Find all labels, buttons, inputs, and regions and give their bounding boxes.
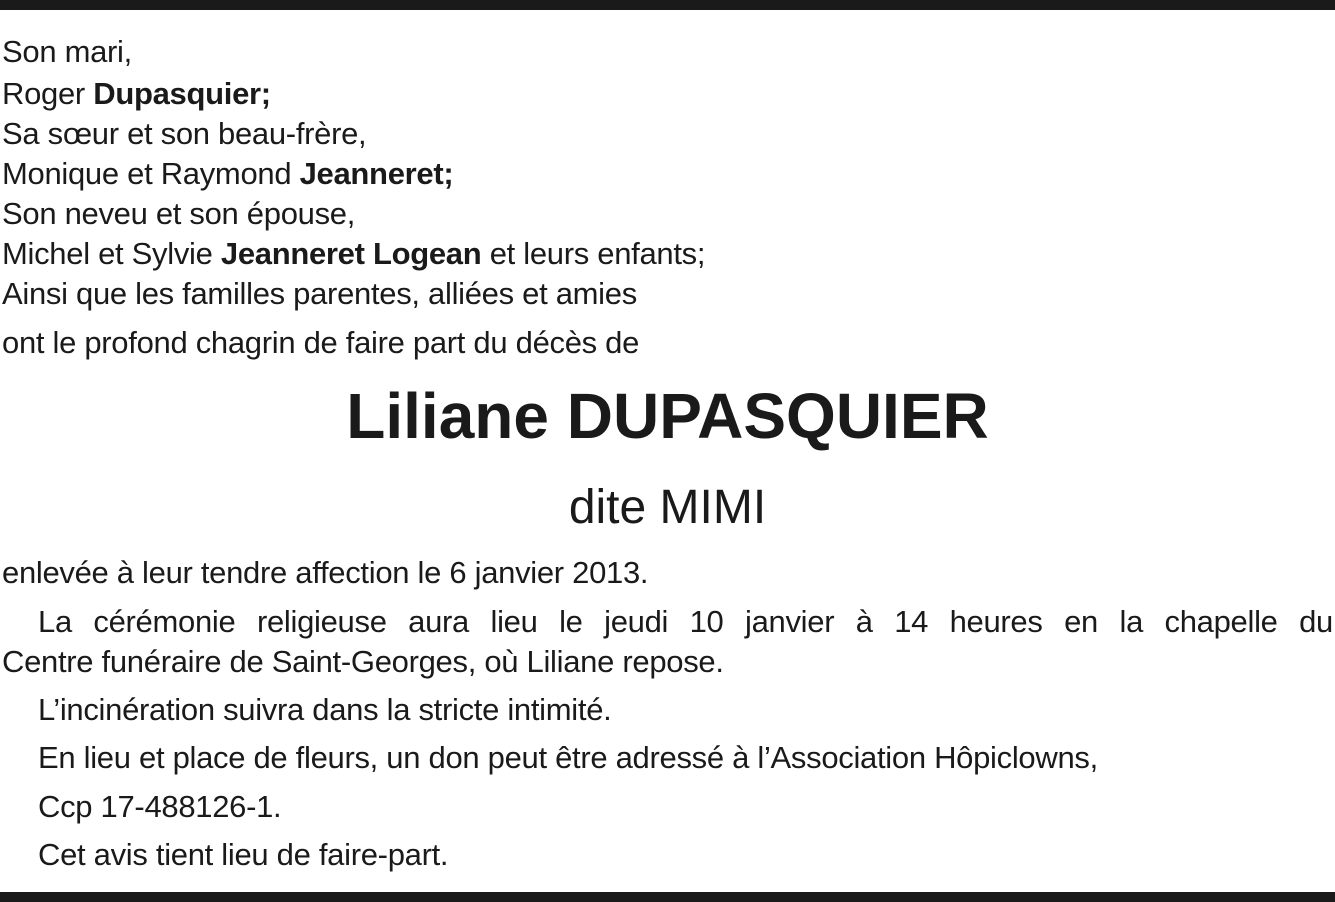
family-line-4 [2, 154, 453, 194]
family-line-7-text: Ainsi que les familles parentes, alliées et amies [2, 276, 637, 311]
family-line-4-surname: Jeanneret; [299, 156, 454, 191]
cremation-text: L’incinération suivra dans la stricte intimité. [38, 692, 612, 727]
family-line-3 [2, 114, 366, 154]
bottom-rule [0, 892, 1335, 902]
deceased-name: Liliane DUPASQUIER [346, 380, 989, 452]
family-line-1 [2, 32, 132, 72]
family-line-1-text: Son mari, [2, 34, 132, 69]
announcement-text: ont le profond chagrin de faire part du décès de [2, 325, 640, 360]
family-line-4-text: Monique et Raymond [2, 156, 300, 191]
ceremony-line-1-text: La cérémonie religieuse aura lieu le jeudi 10 janvier à 14 heures en la chapelle du [38, 604, 1333, 639]
notice-line [38, 835, 448, 875]
notice-text: Cet avis tient lieu de faire-part. [38, 837, 449, 872]
ccp-line [38, 787, 281, 827]
family-line-6-text: Michel et Sylvie [2, 236, 221, 271]
ceremony-line-2-text: Centre funéraire de Saint-Georges, où Liliane repose. [2, 644, 724, 679]
ceremony-line-2 [2, 642, 724, 682]
family-line-2 [2, 74, 271, 114]
family-line-3-text: Sa sœur et son beau-frère, [2, 116, 367, 151]
cremation-line [38, 690, 611, 730]
announcement-line [2, 323, 639, 363]
family-line-5-text: Son neveu et son épouse, [2, 196, 356, 231]
donation-line [38, 738, 1098, 778]
ccp-text: Ccp 17-488126-1. [38, 789, 282, 824]
deceased-nickname: dite MIMI [568, 481, 767, 534]
date-line-text: enlevée à leur tendre affection le 6 janvier 2013. [2, 555, 649, 590]
donation-text: En lieu et place de fleurs, un don peut être adressé à l’Association Hôpiclowns, [38, 740, 1098, 775]
date-line [2, 553, 648, 593]
family-line-2-text: Roger [2, 76, 94, 111]
family-line-2-surname: Dupasquier; [93, 76, 271, 111]
family-line-6-suffix: et leurs enfants; [481, 236, 706, 271]
family-line-6-surname: Jeanneret Logean [220, 236, 482, 271]
family-line-7 [2, 274, 637, 314]
ceremony-line-1 [38, 602, 1333, 642]
top-rule [0, 0, 1335, 10]
family-line-5 [2, 194, 355, 234]
family-line-6 [2, 234, 705, 274]
